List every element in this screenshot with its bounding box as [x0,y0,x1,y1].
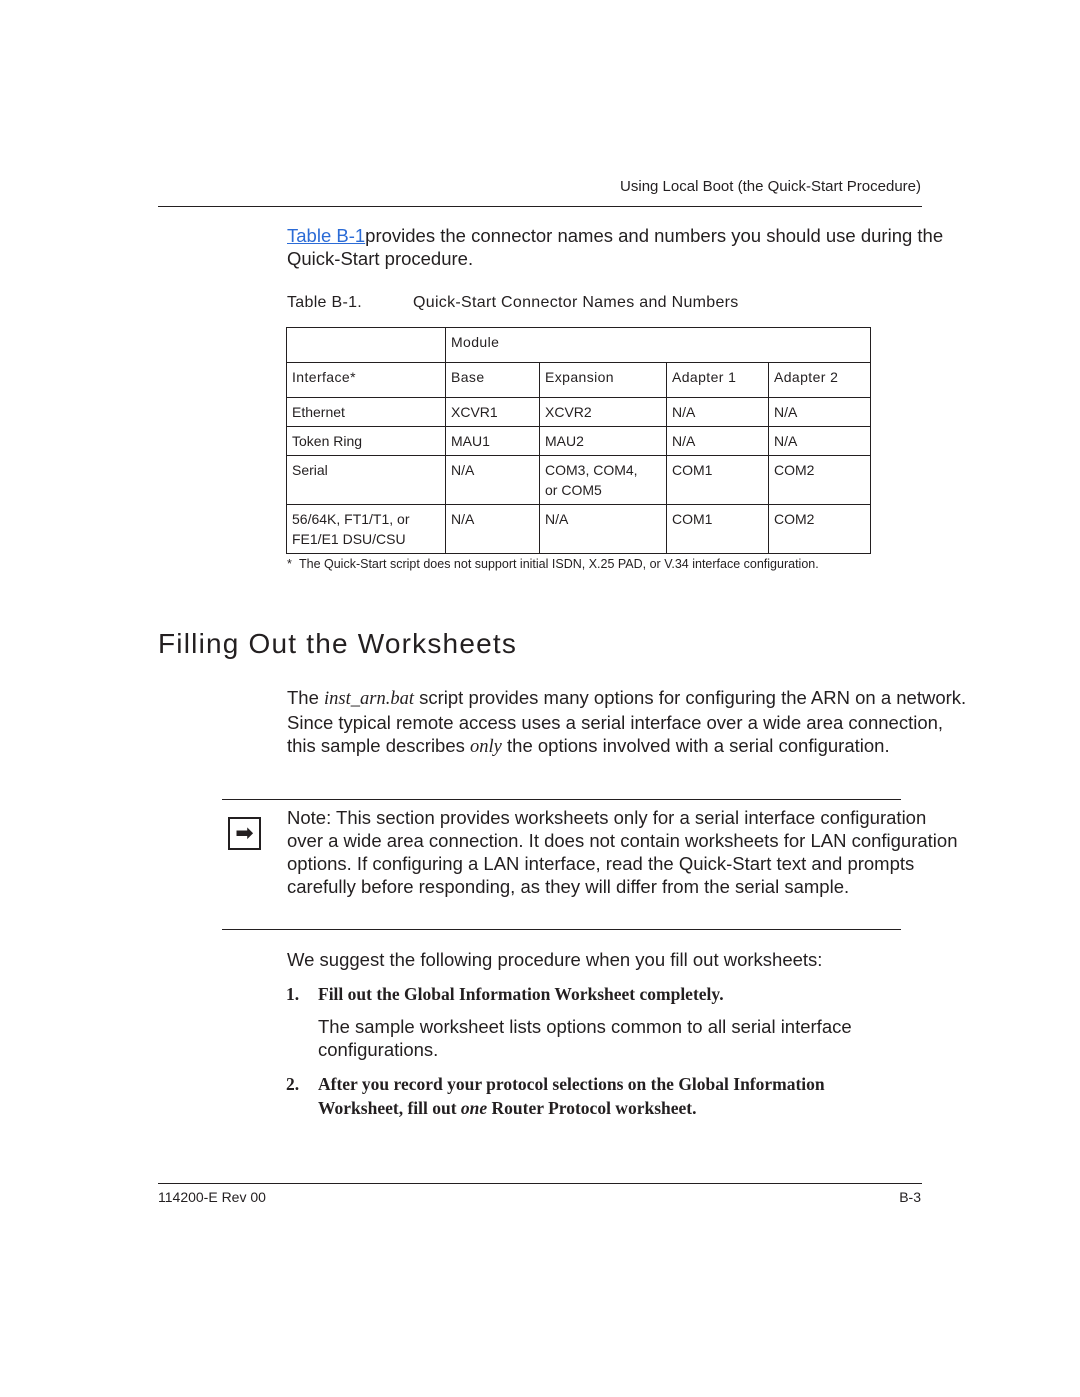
footer-rule [158,1183,922,1184]
note-text: Note: This section provides worksheets only for a serial interface configuration over a wide area connection. It does not contain worksheets for LAN configuration options. If configuring a LAN interface, read the Quick-Start text and prompts carefully before responding, as they will differ from the serial sample. [287,807,958,897]
table-xref-link[interactable]: Table B-1 [287,225,366,246]
step-number: 1. [286,984,300,1004]
body-text: script provides many options for configuring the ARN on a network. Since typical remote access uses a serial interface over a wide area connection, this sample describes [287,687,967,756]
step-text-part: After you record your protocol selections on the Global Information Worksheet, fill out [318,1074,825,1118]
table-cell: COM2 [769,456,871,505]
body-text: The [287,687,325,708]
table-module-row [287,328,871,363]
table-cell: N/A [540,505,667,554]
intro-text: provides the connector names and numbers you should use during the Quick-Start procedure. [287,225,944,269]
doc-number: 114200-E Rev 00 [158,1189,266,1205]
step-text-part: Router Protocol worksheet. [487,1098,697,1118]
step-1-description: The sample worksheet lists options common to all serial interface configurations. [318,1016,852,1060]
table-cell: COM1 [667,456,769,505]
running-header: Using Local Boot (the Quick-Start Procedure) [620,178,921,195]
table-row [287,427,871,456]
table-caption-title: Quick-Start Connector Names and Numbers [413,294,739,311]
footnote-mark: * [287,557,292,571]
column-header: Interface* [287,363,446,398]
column-header: Base [446,363,540,398]
table-cell: N/A [667,427,769,456]
intro-paragraph [287,224,987,270]
emphasis: only [470,737,502,757]
step-number: 2. [286,1074,300,1094]
table-row [287,398,871,427]
column-header: Expansion [540,363,667,398]
table-footnote [287,556,827,573]
column-header: Adapter 1 [667,363,769,398]
table-row [287,456,871,505]
table-cell: N/A [769,398,871,427]
step-2 [286,1072,906,1120]
arrow-right-icon: ➡ [228,817,261,850]
body-paragraph [287,686,967,759]
table-cell: N/A [769,427,871,456]
column-header: Adapter 2 [769,363,871,398]
table-caption-label: Table B-1. [287,294,363,311]
table-cell: XCVR2 [540,398,667,427]
footnote-text: The Quick-Start script does not support initial ISDN, X.25 PAD, or V.34 interface configuration. [299,557,819,571]
table-header-row [287,363,871,398]
step-text [318,1072,906,1120]
table-cell: N/A [446,505,540,554]
step-1 [286,982,906,1006]
table-cell: Serial [287,456,446,505]
note-rule-top [222,799,901,800]
script-name: inst_arn.bat [324,689,414,709]
page-number: B-3 [899,1189,921,1205]
procedure-intro: We suggest the following procedure when you fill out worksheets: [287,949,823,970]
table-cell: 56/64K, FT1/T1, or FE1/E1 DSU/CSU [287,505,446,554]
table-cell: COM2 [769,505,871,554]
table-cell: COM1 [667,505,769,554]
body-text: the options involved with a serial configuration. [501,735,890,756]
table-cell: XCVR1 [446,398,540,427]
table-row [287,505,871,554]
table-cell: Token Ring [287,427,446,456]
note-rule-bottom [222,929,901,930]
module-header: Module [446,328,871,363]
table-cell: MAU2 [540,427,667,456]
table-cell: Ethernet [287,398,446,427]
connector-table [286,327,871,554]
section-heading: Filling Out the Worksheets [158,628,518,659]
table-cell: MAU1 [446,427,540,456]
table-cell: N/A [446,456,540,505]
table-cell [287,328,446,363]
table-cell: N/A [667,398,769,427]
step-text: Fill out the Global Information Worksheet completely. [318,984,724,1004]
table-cell: COM3, COM4, or COM5 [540,456,667,505]
emphasis: one [460,1098,488,1118]
header-rule [158,206,922,207]
